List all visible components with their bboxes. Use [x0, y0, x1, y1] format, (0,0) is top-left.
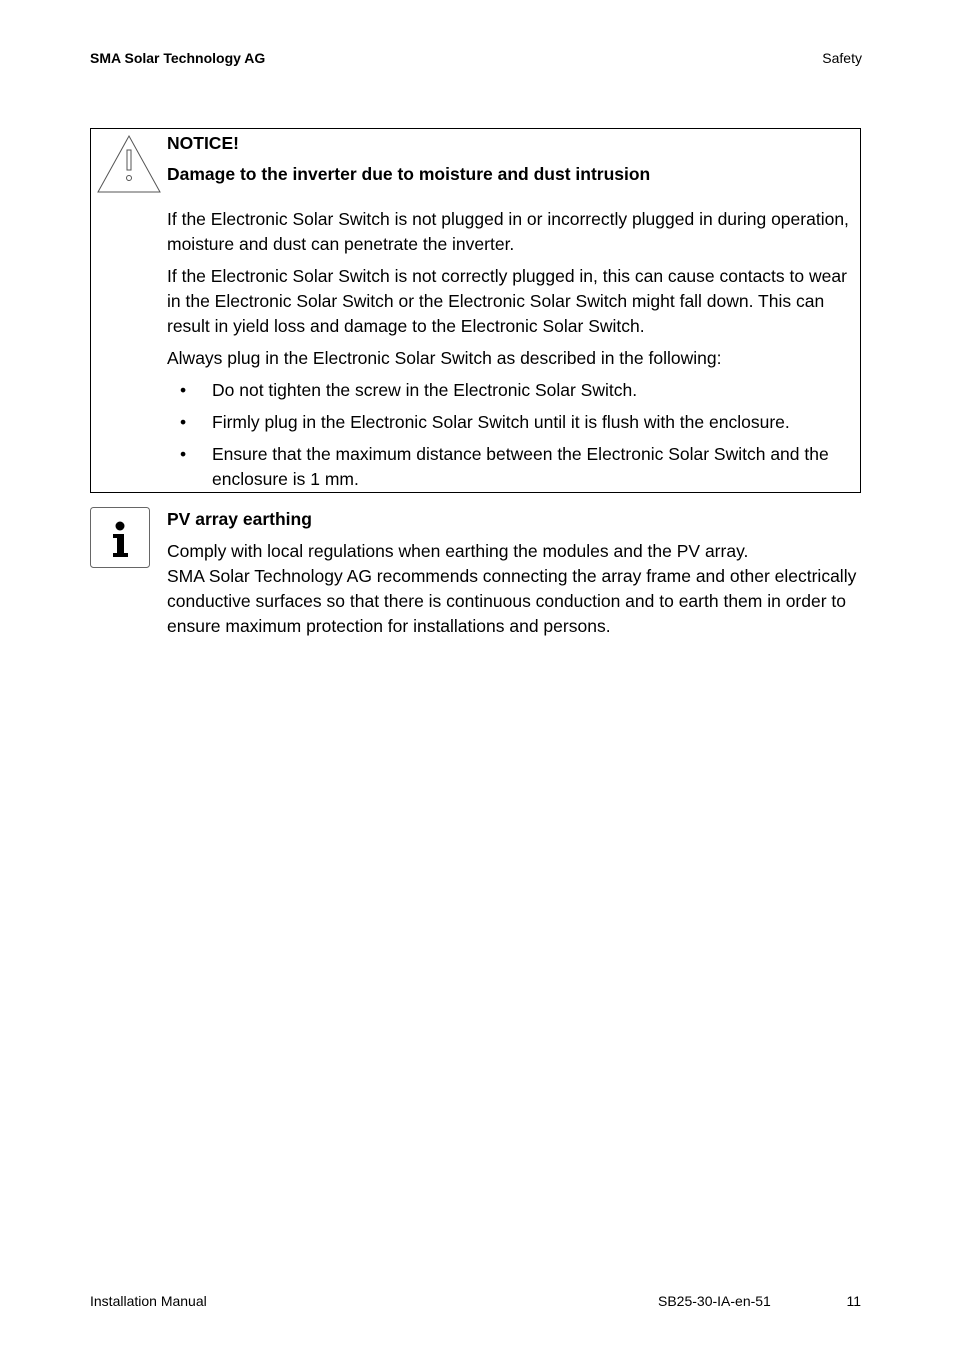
- info-line: SMA Solar Technology AG recommends connecting the array frame and other electrically conductive surfaces so that there is continuous conduction and to earth them in order to ensure maximum protection for installations and persons.: [167, 566, 857, 636]
- bullet-text: Ensure that the maximum distance between the Electronic Solar Switch and the enclosure is 1 mm.: [212, 444, 829, 489]
- warning-triangle-icon: [96, 134, 162, 194]
- notice-paragraph: If the Electronic Solar Switch is not correctly plugged in, this can cause contacts to wear in the Electronic Solar Switch or the Electronic Solar Switch might fall down. This can result in yield loss and damage to the Electronic Solar Switch.: [167, 266, 847, 336]
- notice-bullet-list: [167, 378, 857, 492]
- notice-title: NOTICE!: [167, 133, 239, 153]
- notice-paragraph: Always plug in the Electronic Solar Switch as described in the following:: [167, 348, 722, 368]
- header-company: SMA Solar Technology AG: [90, 50, 266, 66]
- notice-paragraph: If the Electronic Solar Switch is not plugged in or incorrectly plugged in during operation, moisture and dust can penetrate the inverter.: [167, 209, 849, 254]
- info-title: PV array earthing: [167, 509, 312, 529]
- bullet-icon: •: [180, 412, 187, 432]
- info-line: Comply with local regulations when earthing the modules and the PV array.: [167, 541, 749, 561]
- info-body: [167, 539, 857, 639]
- list-item: [167, 410, 857, 435]
- footer-manual: Installation Manual: [90, 1293, 207, 1309]
- header-section: Safety: [822, 50, 862, 66]
- info-content: [167, 507, 857, 639]
- list-item: [167, 442, 857, 492]
- bullet-text: Do not tighten the screw in the Electronic Solar Switch.: [212, 380, 638, 400]
- list-item: [167, 378, 857, 403]
- bullet-icon: •: [180, 444, 187, 464]
- bullet-icon: •: [180, 380, 187, 400]
- notice-subtitle: Damage to the inverter due to moisture and dust intrusion: [167, 164, 651, 184]
- notice-content: [167, 131, 857, 499]
- page-number: 11: [846, 1293, 861, 1309]
- footer-doc-code: SB25-30-IA-en-51: [658, 1293, 771, 1309]
- info-icon: [90, 507, 150, 568]
- bullet-text: Firmly plug in the Electronic Solar Switch until it is flush with the enclosure.: [212, 412, 790, 432]
